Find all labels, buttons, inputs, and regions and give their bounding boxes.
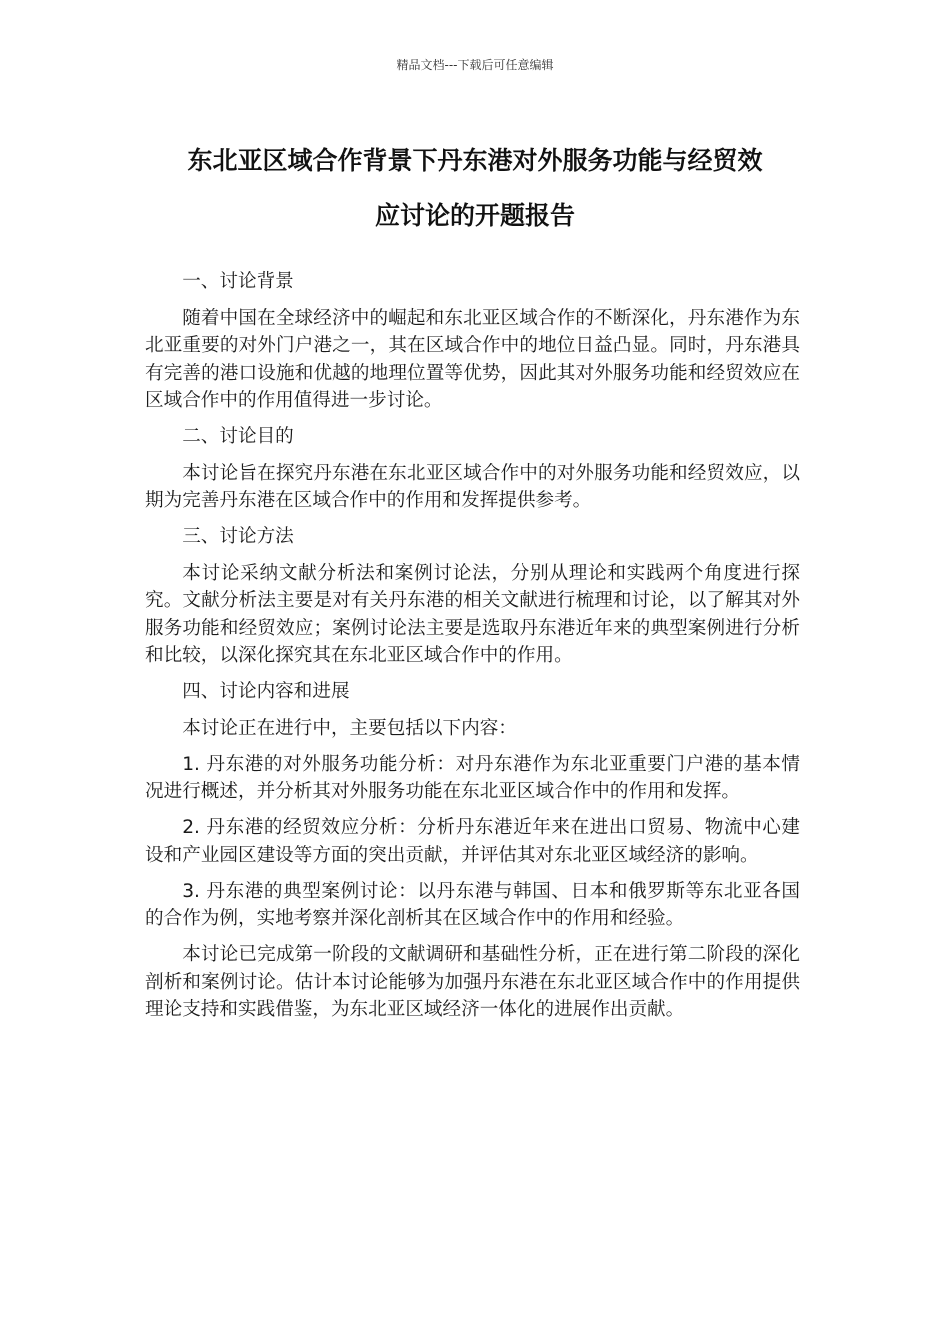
paragraph-purpose: 本讨论旨在探究丹东港在东北亚区域合作中的对外服务功能和经贸效应，以期为完善丹东港在区域合作中的作用和发挥提供参考。 (145, 462, 800, 511)
section-heading-purpose: 二、讨论目的 (182, 426, 294, 447)
list-item-trade-effect: 2. 丹东港的经贸效应分析：分析丹东港近年来在进出口贸易、物流中心建设和产业园区建设等方面的突出贡献，并评估其对东北亚区域经济的影响。 (145, 817, 800, 866)
paragraph-content-intro: 本讨论正在进行中，主要包括以下内容： (182, 717, 517, 739)
section-heading-content-progress: 四、讨论内容和进展 (182, 681, 350, 702)
document-title (140, 133, 810, 243)
section-heading-method: 三、讨论方法 (182, 526, 294, 547)
page-header: 精品文档---下载后可任意编辑 (396, 58, 554, 72)
section-heading-background: 一、讨论背景 (182, 271, 294, 292)
paragraph-progress: 本讨论已完成第一阶段的文献调研和基础性分析，正在进行第二阶段的深化剖析和案例讨论。估计本讨论能够为加强丹东港在东北亚区域合作中的作用提供理论支持和实践借鉴，为东北亚区域经济一体化的进展作出贡献。 (145, 944, 800, 1020)
paragraph-method: 本讨论采纳文献分析法和案例讨论法，分别从理论和实践两个角度进行探究。文献分析法主要是对有关丹东港的相关文献进行梳理和讨论，以了解其对外服务功能和经贸效应；案例讨论法主要是选取丹东港近年来的典型案例进行分析和比较，以深化探究其在东北亚区域合作中的作用。 (145, 562, 800, 666)
list-item-service-function: 1. 丹东港的对外服务功能分析：对丹东港作为东北亚重要门户港的基本情况进行概述，并分析其对外服务功能在东北亚区域合作中的作用和发挥。 (145, 753, 800, 802)
document-body (145, 268, 800, 1032)
list-item-case-study: 3. 丹东港的典型案例讨论：以丹东港与韩国、日本和俄罗斯等东北亚各国的合作为例，实地考察并深化剖析其在区域合作中的作用和经验。 (145, 880, 800, 929)
document-title-line-1: 东北亚区域合作背景下丹东港对外服务功能与经贸效 (187, 146, 763, 175)
document-title-line-2: 应讨论的开题报告 (374, 201, 575, 230)
paragraph-background: 随着中国在全球经济中的崛起和东北亚区域合作的不断深化，丹东港作为东北亚重要的对外门户港之一，其在区域合作中的地位日益凸显。同时，丹东港具有完善的港口设施和优越的地理位置等优势，因此其对外服务功能和经贸效应在区域合作中的作用值得进一步讨论。 (145, 307, 800, 411)
